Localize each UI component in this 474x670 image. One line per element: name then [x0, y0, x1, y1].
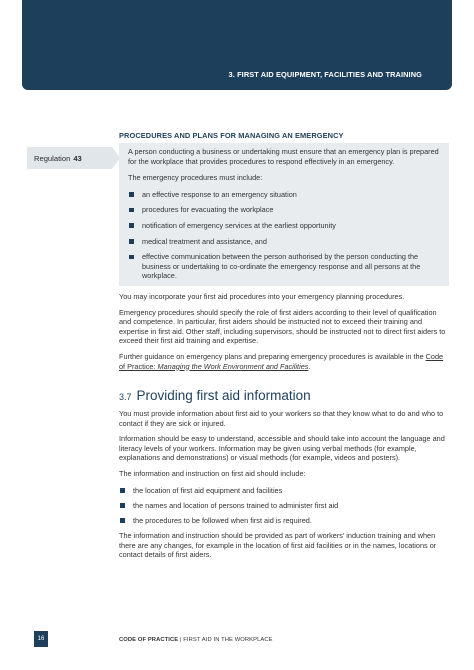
list-item: procedures for evacuating the workplace: [128, 205, 441, 215]
regulation-lead: The emergency procedures must include:: [128, 173, 263, 183]
bullet-square-icon: [129, 223, 134, 228]
section-title: Providing first aid information: [136, 388, 311, 404]
page-number: 16: [34, 631, 48, 647]
list-item: effective communication between the person authorised by the person conducting the business or undertaking to co-ordinate the emergency response and all persons at the workplace.: [128, 252, 441, 281]
list-item: notification of emergency services at the earliest opportunity: [128, 221, 441, 231]
bullet-square-icon: [129, 255, 134, 260]
list-item: the procedures to be followed when first aid is required.: [119, 516, 449, 526]
body-paragraph: The information and instruction should be provided as part of workers' induction training and when there are any changes, for example in the location of first aid facilities or in the names, locations or contact details of first aiders.: [119, 530, 437, 560]
list-item: the names and location of persons trained to administer first aid: [119, 501, 449, 511]
information-list: [119, 486, 449, 526]
code-of-practice-link[interactable]: Code of Practice: Managing the Work Environment and Facilities: [119, 351, 444, 371]
regulation-box: [119, 143, 449, 286]
regulation-tag: [27, 147, 112, 169]
section-heading: [119, 388, 449, 403]
bullet-square-icon: [129, 192, 134, 197]
procedures-list: [128, 190, 441, 281]
chapter-title: 3. FIRST AID EQUIPMENT, FACILITIES AND TRAINING: [228, 70, 422, 79]
bullet-square-icon: [120, 518, 125, 523]
regulation-intro: A person conducting a business or undertaking must ensure that an emergency plan is prepared for the workplace that provides procedures to respond effectively in an emergency.: [128, 147, 439, 166]
regulation-number: 43: [73, 153, 82, 163]
main-content: [119, 131, 449, 560]
list-item: an effective response to an emergency situation: [128, 190, 441, 200]
body-paragraph: You may incorporate your first aid procedures into your emergency planning procedures.: [119, 291, 405, 301]
bullet-square-icon: [120, 503, 125, 508]
body-paragraph: Information should be easy to understand, accessible and should take into account the language and literacy levels of your workers. Information may be given using verbal methods (for example, explanations and demonstrations) or visual methods (for example, videos and posters).: [119, 434, 445, 463]
body-paragraph: Emergency procedures should specify the role of first aiders according to their level of qualification and competence. In particular, first aiders should be instructed not to exceed their training and expertise in first aid. Other staff, including supervisors, should be instructed not to direct first aiders to exceed their first aid training and expertise.: [119, 307, 446, 346]
list-item: the location of first aid equipment and facilities: [119, 486, 449, 496]
regulation-label: Regulation: [34, 153, 71, 163]
footer-text: CODE OF PRACTICE | FIRST AID IN THE WORKPLACE: [119, 637, 273, 643]
bullet-square-icon: [129, 239, 134, 244]
body-paragraph: You must provide information about first aid to your workers so that they know what to do and who to contact if they are sick or injured.: [119, 409, 444, 428]
list-item: medical treatment and assistance, and: [128, 237, 441, 247]
bullet-square-icon: [120, 488, 125, 493]
header-band: [22, 0, 452, 90]
bullet-square-icon: [129, 208, 134, 213]
procedures-heading: PROCEDURES AND PLANS FOR MANAGING AN EMERGENCY: [119, 131, 344, 140]
section-number: 3.7: [119, 392, 132, 403]
body-paragraph: The information and instruction on first aid should include:: [119, 469, 306, 479]
guidance-paragraph: Further guidance on emergency plans and preparing emergency procedures is available in the Code of Practice: Managing the Work Environment and Facilities.: [119, 351, 444, 371]
